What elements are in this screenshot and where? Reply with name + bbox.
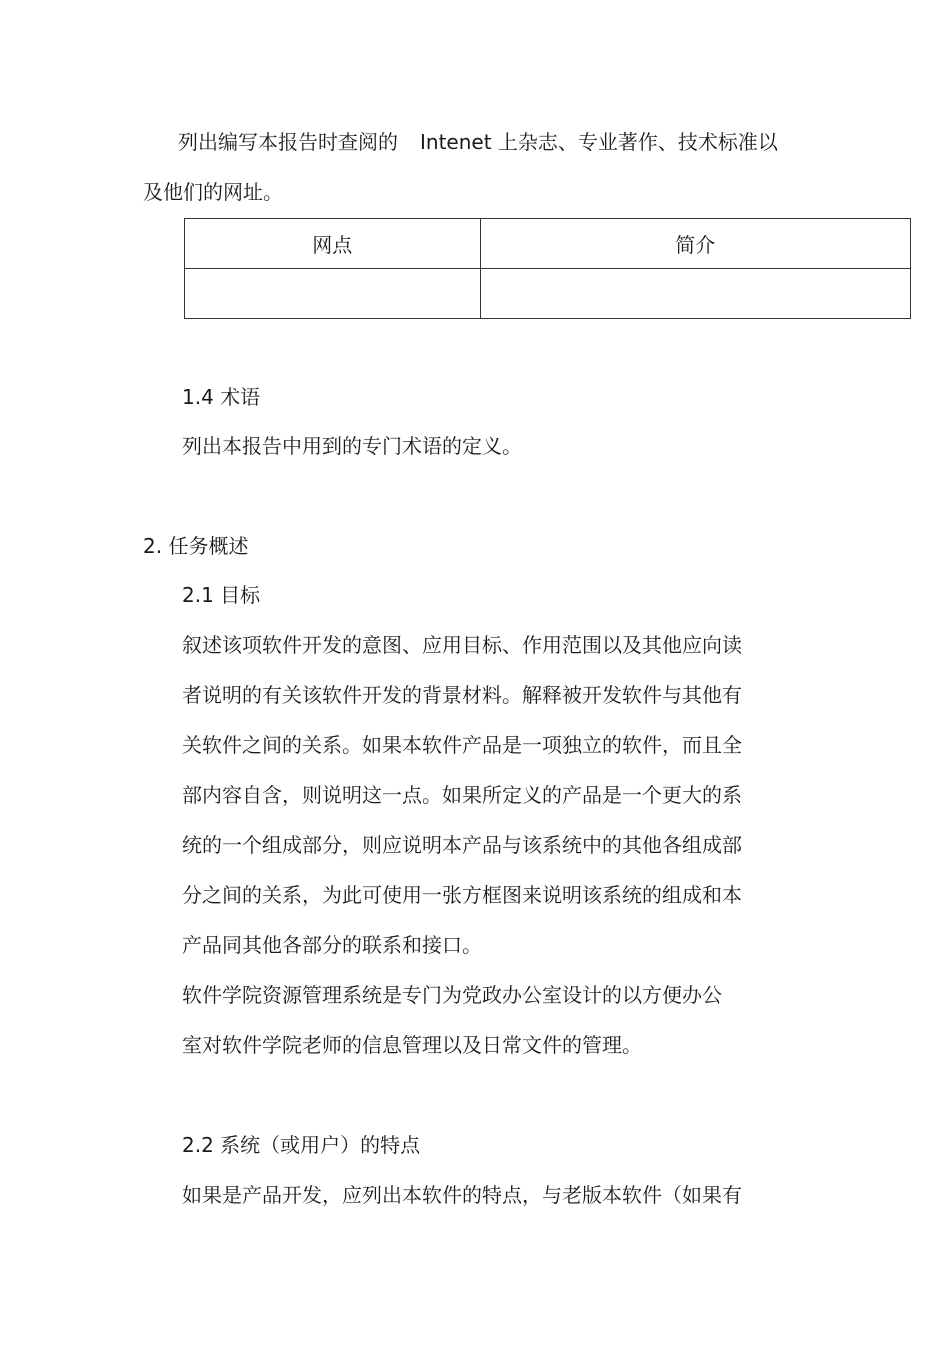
table-row bbox=[185, 269, 911, 319]
section-1-4-body: 列出本报告中用到的专门术语的定义。 bbox=[182, 434, 522, 458]
section-2-heading: 2. 任务概述 bbox=[143, 534, 249, 558]
section-2-2-line: 如果是产品开发，应列出本软件的特点，与老版本软件（如果有 bbox=[182, 1183, 742, 1207]
section-1-4-heading: 1.4 术语 bbox=[182, 385, 261, 409]
intro-line-1-part-b: Intenet 上杂志、专业著作、技术标准以 bbox=[420, 130, 778, 154]
website-table bbox=[184, 218, 911, 319]
table-header-row bbox=[185, 219, 911, 269]
section-2-1-line: 部内容自含，则说明这一点。如果所定义的产品是一个更大的系 bbox=[182, 783, 742, 807]
intro-line-1 bbox=[178, 128, 778, 156]
section-2-1-line: 关软件之间的关系。如果本软件产品是一项独立的软件，而且全 bbox=[182, 733, 742, 757]
intro-line-2: 及他们的网址。 bbox=[143, 180, 283, 204]
section-2-1-line: 者说明的有关该软件开发的背景材料。解释被开发软件与其他有 bbox=[182, 683, 742, 707]
section-2-2-heading: 2.2 系统（或用户）的特点 bbox=[182, 1133, 421, 1157]
section-2-1-heading: 2.1 目标 bbox=[182, 583, 261, 607]
section-2-1-line: 产品同其他各部分的联系和接口。 bbox=[182, 933, 482, 957]
table-cell-summary bbox=[480, 269, 910, 319]
intro-line-1-part-a: 列出编写本报告时查阅的 bbox=[178, 130, 398, 154]
table-header-summary: 简介 bbox=[480, 219, 910, 269]
section-2-1-line: 软件学院资源管理系统是专门为党政办公室设计的以方便办公 bbox=[182, 983, 722, 1007]
section-2-1-line: 分之间的关系，为此可使用一张方框图来说明该系统的组成和本 bbox=[182, 883, 742, 907]
table-cell-site bbox=[185, 269, 481, 319]
section-2-1-line: 统的一个组成部分，则应说明本产品与该系统中的其他各组成部 bbox=[182, 833, 742, 857]
table-header-site: 网点 bbox=[185, 219, 481, 269]
section-2-1-line: 室对软件学院老师的信息管理以及日常文件的管理。 bbox=[182, 1033, 642, 1057]
section-2-1-line: 叙述该项软件开发的意图、应用目标、作用范围以及其他应向读 bbox=[182, 633, 742, 657]
